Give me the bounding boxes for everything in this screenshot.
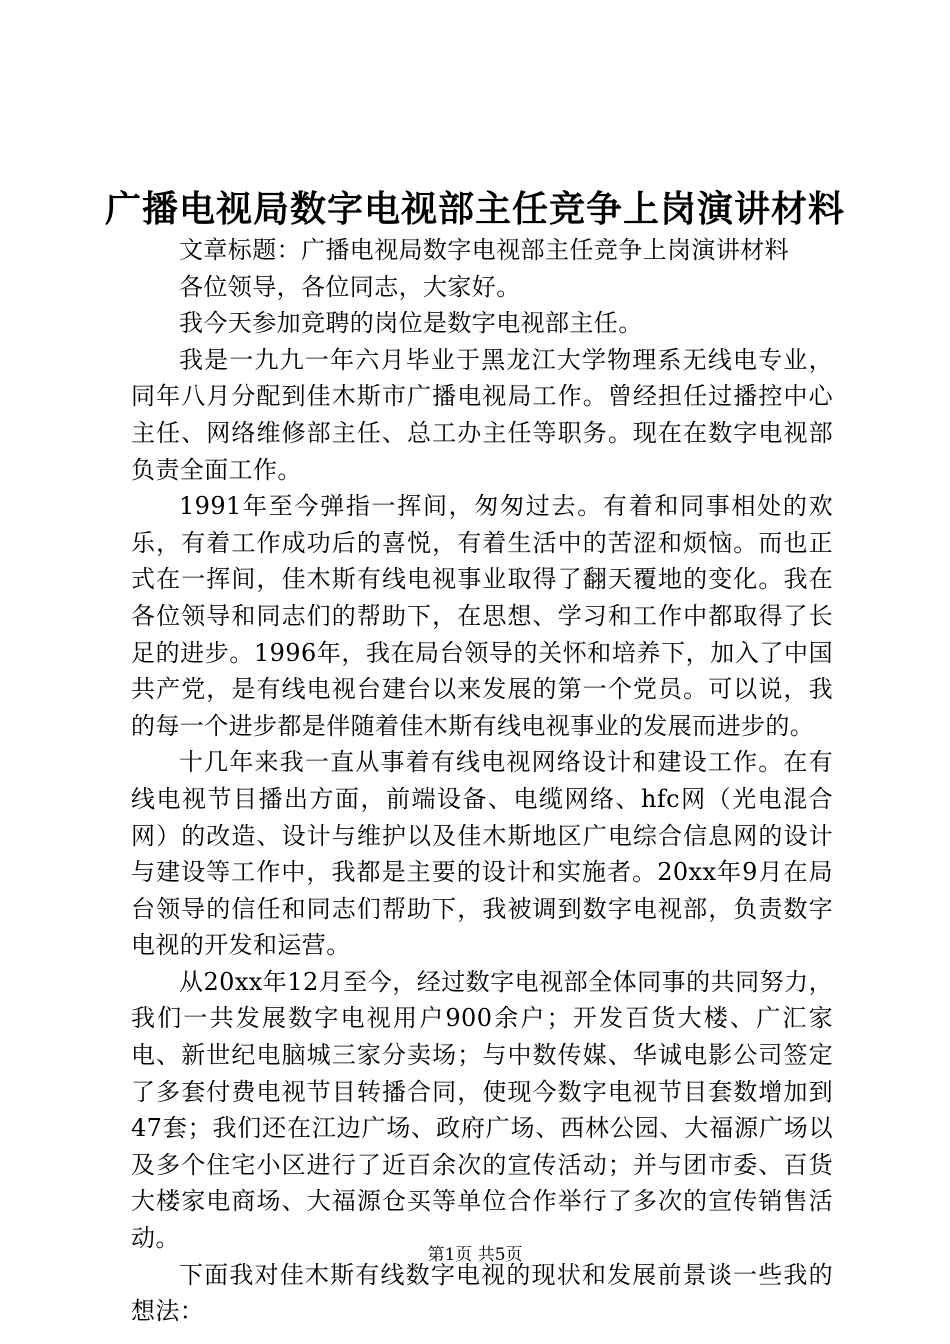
- paragraph-greeting: 各位领导，各位同志，大家好。: [179, 272, 521, 301]
- paragraph-background: 我是一九九一年六月毕业于黑龙江大学物理系无线电专业，同年八月分配到佳木斯市广播电视局工作。曾经担任过播控中心主任、网络维修部主任、总工办主任等职务。现在在数字电视部负责全面工作。: [131, 345, 833, 484]
- paragraph-achievements: 从20xx年12月至今，经过数字电视部全体同事的共同努力，我们一共发展数字电视用户900余户；开发百货大楼、广汇家电、新世纪电脑城三家分卖场；与中数传媒、华诚电影公司签定了多套付费电视节目转播合同，使现今数字电视节目套数增加到47套；我们还在江边广场、政府广场、西林公园、大福源广场以及多个住宅小区进行了近百余次的宣传活动；并与团市委、百货大楼家电商场、大福源仓买等单位合作举行了多次的宣传销售活动。: [131, 967, 833, 1253]
- paragraph-network-work: 十几年来我一直从事着有线电视网络设计和建设工作。在有线电视节目播出方面，前端设备、电缆网络、hfc网（光电混合网）的改造、设计与维护以及佳木斯地区广电综合信息网的设计与建设等工作中，我都是主要的设计和实施者。20xx年9月在局台领导的信任和同志们帮助下，我被调到数字电视部，负责数字电视的开发和运营。: [131, 748, 833, 960]
- paragraph-position: 我今天参加竞聘的岗位是数字电视部主任。: [179, 309, 643, 338]
- document-title: 广播电视局数字电视部主任竞争上岗演讲材料: [104, 188, 845, 230]
- paragraph-outlook: 下面我对佳木斯有线数字电视的现状和发展前景谈一些我的想法：: [131, 1260, 833, 1326]
- document-body: [131, 232, 833, 1330]
- page-number: 第1页 共5页: [427, 1245, 523, 1265]
- paragraph-article-title: 文章标题：广播电视局数字电视部主任竞争上岗演讲材料: [179, 236, 789, 264]
- paragraph-career-growth: 1991年至今弹指一挥间，匆匆过去。有着和同事相处的欢乐，有着工作成功后的喜悦，有着生活中的苦涩和烦恼。而也正式在一挥间，佳木斯有线电视事业取得了翻天覆地的变化。我在各位领导和同志们的帮助下，在思想、学习和工作中都取得了长足的进步。1996年，我在局台领导的关怀和培养下，加入了中国共产党，是有线电视台建台以来发展的第一个党员。可以说，我的每一个进步都是伴随着佳木斯有线电视事业的发展而进步的。: [131, 492, 833, 740]
